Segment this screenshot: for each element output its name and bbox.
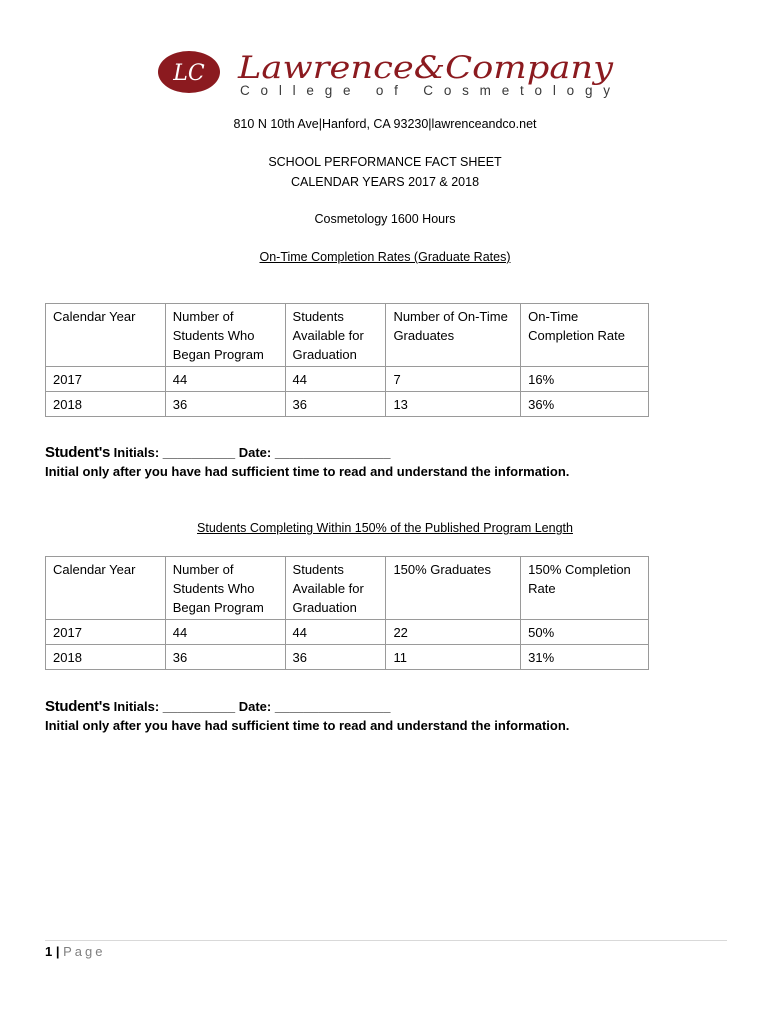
student-label: Student's xyxy=(45,698,111,715)
table-cell: 7 xyxy=(386,367,521,392)
page-number: 1 xyxy=(45,944,53,959)
table-cell: 22 xyxy=(386,620,521,645)
initials-block xyxy=(45,443,569,481)
column-header: On-Time Completion Rate xyxy=(521,304,649,367)
initials-block xyxy=(45,697,569,735)
footer-separator: | xyxy=(55,944,60,959)
table-header-row xyxy=(46,304,649,367)
table-row xyxy=(46,620,649,645)
table-cell: 2018 xyxy=(46,645,166,670)
column-header: Number of Students Who Began Program xyxy=(165,304,285,367)
table-cell: 44 xyxy=(165,620,285,645)
table-header-row xyxy=(46,557,649,620)
student-label: Student's xyxy=(45,444,111,461)
table-cell: 31% xyxy=(521,645,649,670)
table-cell: 44 xyxy=(165,367,285,392)
column-header: Students Available for Graduation xyxy=(285,304,386,367)
table-cell: 50% xyxy=(521,620,649,645)
section1-heading: On-Time Completion Rates (Graduate Rates) xyxy=(259,250,511,264)
page-word: Page xyxy=(63,944,106,959)
page-footer xyxy=(45,944,106,959)
section2-heading: Students Completing Within 150% of the Published Program Length xyxy=(197,521,573,535)
table-row xyxy=(46,645,649,670)
table-cell: 36 xyxy=(285,645,386,670)
initials-instruction: Initial only after you have had sufficient time to read and understand the information. xyxy=(45,718,570,733)
table-cell: 2017 xyxy=(46,620,166,645)
table-cell: 16% xyxy=(521,367,649,392)
table-cell: 44 xyxy=(285,620,386,645)
column-header: Number of On-Time Graduates xyxy=(386,304,521,367)
table-row xyxy=(46,367,649,392)
initials-date-line[interactable]: Initials: __________ Date: ________________ xyxy=(113,445,391,460)
column-header: 150% Graduates xyxy=(386,557,521,620)
table-cell: 36 xyxy=(165,392,285,417)
column-header: Calendar Year xyxy=(46,304,166,367)
initials-instruction: Initial only after you have had sufficient time to read and understand the information. xyxy=(45,464,570,479)
logo-subtitle: College of Cosmetology xyxy=(240,83,610,98)
on-time-completion-table xyxy=(45,303,649,417)
table-cell: 2017 xyxy=(46,367,166,392)
table-cell: 36% xyxy=(521,392,649,417)
table-cell: 2018 xyxy=(46,392,166,417)
document-subtitle: CALENDAR YEARS 2017 & 2018 xyxy=(290,175,480,189)
table-row xyxy=(46,392,649,417)
logo-monogram: LC xyxy=(173,61,205,86)
table-cell: 36 xyxy=(165,645,285,670)
college-logo xyxy=(156,48,616,100)
completion-150-table xyxy=(45,556,649,670)
column-header: Students Available for Graduation xyxy=(285,557,386,620)
table-cell: 44 xyxy=(285,367,386,392)
table-cell: 11 xyxy=(386,645,521,670)
program-name: Cosmetology 1600 Hours xyxy=(314,212,456,226)
table-cell: 36 xyxy=(285,392,386,417)
table-cell: 13 xyxy=(386,392,521,417)
address-line: 810 N 10th Ave|Hanford, CA 93230|lawrenceandco.net xyxy=(233,117,537,131)
initials-date-line[interactable]: Initials: __________ Date: ________________ xyxy=(113,699,391,714)
column-header: Calendar Year xyxy=(46,557,166,620)
document-title: SCHOOL PERFORMANCE FACT SHEET xyxy=(268,155,502,169)
column-header: 150% Completion Rate xyxy=(521,557,649,620)
footer-divider xyxy=(45,940,727,941)
column-header: Number of Students Who Began Program xyxy=(165,557,285,620)
logo-name: Lawrence&Company xyxy=(236,50,614,86)
